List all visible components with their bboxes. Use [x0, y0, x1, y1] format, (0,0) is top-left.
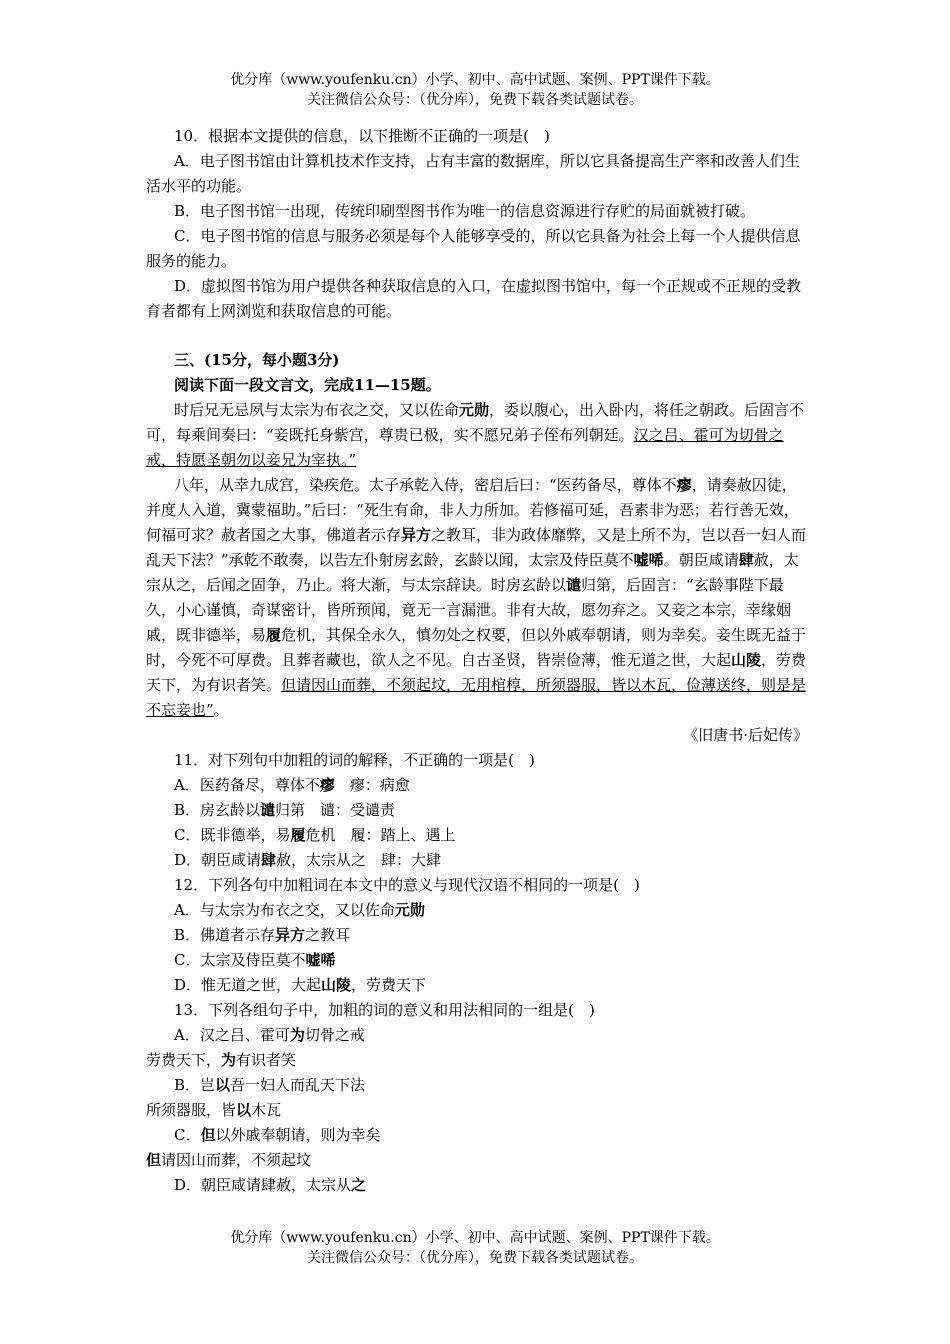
passage-text: 归第，后固言：“玄龄事陛下最久，小心谨慎，奇谋密计，皆所预闻，竟无一言漏泄。非有大故，愿勿弃之。又妾之本宗，幸缘姻戚，既非德举，易: [146, 576, 792, 644]
bold-word: 为: [289, 1026, 305, 1044]
q13-option-a-line-1: [146, 1023, 808, 1048]
option-text: A．医药备尽，尊体不: [174, 776, 320, 794]
bold-word: 谴: [566, 576, 582, 594]
q12-stem: 12．下列各句中加粗词在本文中的意义与现代汉语不相同的一项是( ): [174, 876, 640, 894]
option-text: 切骨之戒: [304, 1026, 365, 1044]
passage-text: ，劳费天下，为有识者笑。: [146, 651, 807, 694]
passage-text: 八年，从幸九成宫，染疾危。太子承乾入侍，密启后曰：“医药备尽，尊体不: [174, 476, 677, 494]
q12-option-c: [146, 948, 808, 973]
bold-word: 履: [290, 826, 306, 844]
option-text: 以外戚奉朝请，则为幸矣: [215, 1126, 381, 1144]
q13-option-b-line-2: [146, 1098, 808, 1123]
bold-word: 山陵: [321, 976, 352, 994]
q10-option-c: C．电子图书馆的信息与服务必须是每个人能够享受的，所以它具备为社会上每一个人提供信息服务的能力。: [146, 227, 801, 270]
bold-word: 以: [215, 1076, 231, 1094]
header-line-2: 关注微信公众号：（优分库），免费下载各类试题试卷。: [307, 92, 643, 108]
option-text: 吾一妇人而乱天下法: [230, 1076, 366, 1094]
q13-stem: 13．下列各组句子中，加粗的词的意义和用法相同的一组是( ): [174, 1001, 595, 1019]
option-text: B．房玄龄以: [174, 801, 261, 819]
option-text: 请因山而葬，不须起坟: [161, 1151, 312, 1169]
q12-option-a: [146, 898, 808, 923]
underlined-sentence: 汉之吕、霍可为切骨之戒，特愿圣朝勿以妾兄为宰执。”: [146, 426, 784, 469]
option-text: C．: [174, 1126, 201, 1144]
q13-option-b-line-1: [146, 1073, 808, 1098]
bold-word: 但: [200, 1126, 216, 1144]
passage-source: 《旧唐书·后妃传》: [683, 726, 808, 744]
passage-text: ，委以腹心，出入卧内，将任之朝政。后固言不可，每乘间奏曰：“妾既托身紫宫，尊贵已极，实不愿兄弟子侄布列朝廷。: [146, 401, 805, 444]
section-3-title: 三、(15分，每小题3分): [174, 351, 340, 369]
option-text: D．朝臣咸请: [174, 851, 262, 869]
option-text: B．岂: [174, 1076, 216, 1094]
option-text: 劳费天下，: [146, 1051, 222, 1069]
q11-option-a: [146, 773, 808, 798]
option-text: D．朝臣咸请肆赦，太宗从: [174, 1176, 352, 1194]
bold-word: 瘳: [676, 476, 692, 494]
option-text: 归第 谴：受谴责: [275, 801, 396, 819]
option-text: 有识者笑: [236, 1051, 297, 1069]
underlined-sentence: 但请因山而葬，不须起坟，无用棺椁，所须器服，皆以木瓦，俭薄送终，则是是不忘妾也”: [146, 676, 807, 719]
option-text: 之教耳: [305, 926, 351, 944]
q13-option-d-line-1: [146, 1173, 808, 1198]
bold-word: 异方: [275, 926, 306, 944]
footer-line-2: 关注微信公众号：（优分库），免费下载各类试题试卷。: [307, 1250, 643, 1266]
q11-option-b: [146, 798, 808, 823]
passage-text: 。: [213, 701, 229, 719]
passage-text: 。朝臣咸请: [663, 551, 739, 569]
passage-paragraph-2: [146, 473, 808, 723]
passage-text: ，请奏赦囚徒，并度人入道，冀蒙福助。”后曰：“死生有命，非人力所加。若修福可延，吾素非为恶；若行善无效，何福可求？赦者国之大事，佛道者示存: [146, 476, 799, 544]
bold-word: 肆: [261, 851, 277, 869]
passage-paragraph-1: [146, 398, 808, 473]
option-text: A．与太宗为布衣之交，又以佐命: [174, 901, 395, 919]
bold-word: 谴: [260, 801, 276, 819]
q12-option-d: [146, 973, 808, 998]
q11-stem: 11．对下列句中加粗的词的解释，不正确的一项是( ): [174, 751, 535, 769]
q11-option-c: [146, 823, 808, 848]
q13-option-c-line-2: [146, 1148, 808, 1173]
bold-word: 以: [236, 1101, 252, 1119]
page-header: [0, 70, 950, 110]
passage-text: 赦，太宗从之，后闻之固争，乃止。将大渐，与太宗辞诀。时房玄龄以: [146, 551, 799, 594]
option-text: ，劳费天下: [351, 976, 427, 994]
bold-word: 之: [351, 1176, 367, 1194]
q11-option-d: [146, 848, 808, 873]
option-text: A．汉之吕、霍可: [174, 1026, 290, 1044]
bold-word: 嘘唏: [633, 551, 664, 569]
footer-line-1: 优分库（www.youfenku.cn）小学、初中、高中试题、案例、PPT课件下载。: [230, 1230, 720, 1246]
option-text: C．太宗及侍臣莫不: [174, 951, 306, 969]
q10-option-b: B．电子图书馆一出现，传统印刷型图书作为唯一的信息资源进行存贮的局面就被打破。: [174, 202, 756, 220]
q13-option-a-line-2: [146, 1048, 808, 1073]
option-text: 赦，太宗从之 肆：大肆: [276, 851, 442, 869]
option-text: 瘳：病愈: [334, 776, 410, 794]
option-text: C．既非德举，易: [174, 826, 291, 844]
q10-stem: 10．根据本文提供的信息，以下推断不正确的一项是( ): [174, 127, 550, 145]
section-3-instruction: 阅读下面一段文言文，完成11—15题。: [174, 376, 441, 394]
passage-text: 之教耳，非为政体靡弊，又是上所不为，岂以吾一妇人而乱天下法？”承乾不敢奏，以告左仆射房玄龄，玄龄以闻，太宗及侍臣莫不: [146, 526, 807, 569]
passage-text: 危机，其保全永久，慎勿处之权要，但以外戚奉朝请，则为幸矣。妾生既无益于时，今死不可厚费。且葬者藏也，欲人之不见。自古圣贤，皆崇俭薄，惟无道之世，大起: [146, 626, 807, 669]
bold-word: 为: [221, 1051, 237, 1069]
bold-word: 异方: [401, 526, 432, 544]
q10-option-a: A．电子图书馆由计算机技术作支持，占有丰富的数据库，所以它具备提高生产率和改善人们生活水平的功能。: [146, 152, 800, 195]
passage-text: 时后兄无忌夙与太宗为布衣之交，又以佐命: [174, 401, 460, 419]
option-text: 危机 履：踏上、遇上: [305, 826, 456, 844]
document-body: [146, 124, 808, 1198]
option-text: 木瓦: [251, 1101, 282, 1119]
q10-option-d: D．虚拟图书馆为用户提供各种获取信息的入口，在虚拟图书馆中，每一个正规或不正规的受教育者都有上网浏览和获取信息的可能。: [146, 277, 802, 320]
option-text: 所须器服，皆: [146, 1101, 237, 1119]
q13-option-c-line-1: [146, 1123, 808, 1148]
header-line-1: 优分库（www.youfenku.cn）小学、初中、高中试题、案例、PPT课件下载。: [230, 72, 720, 88]
option-text: D．惟无道之世，大起: [174, 976, 322, 994]
page-footer: [0, 1228, 950, 1268]
bold-word: 但: [146, 1151, 162, 1169]
bold-word: 元勋: [394, 901, 425, 919]
bold-word: 元勋: [459, 401, 490, 419]
bold-word: 山陵: [731, 651, 762, 669]
q12-option-b: [146, 923, 808, 948]
bold-word: 嘘唏: [305, 951, 336, 969]
bold-word: 履: [266, 626, 282, 644]
bold-word: 肆: [738, 551, 754, 569]
option-text: B．佛道者示存: [174, 926, 276, 944]
bold-word: 瘳: [319, 776, 335, 794]
